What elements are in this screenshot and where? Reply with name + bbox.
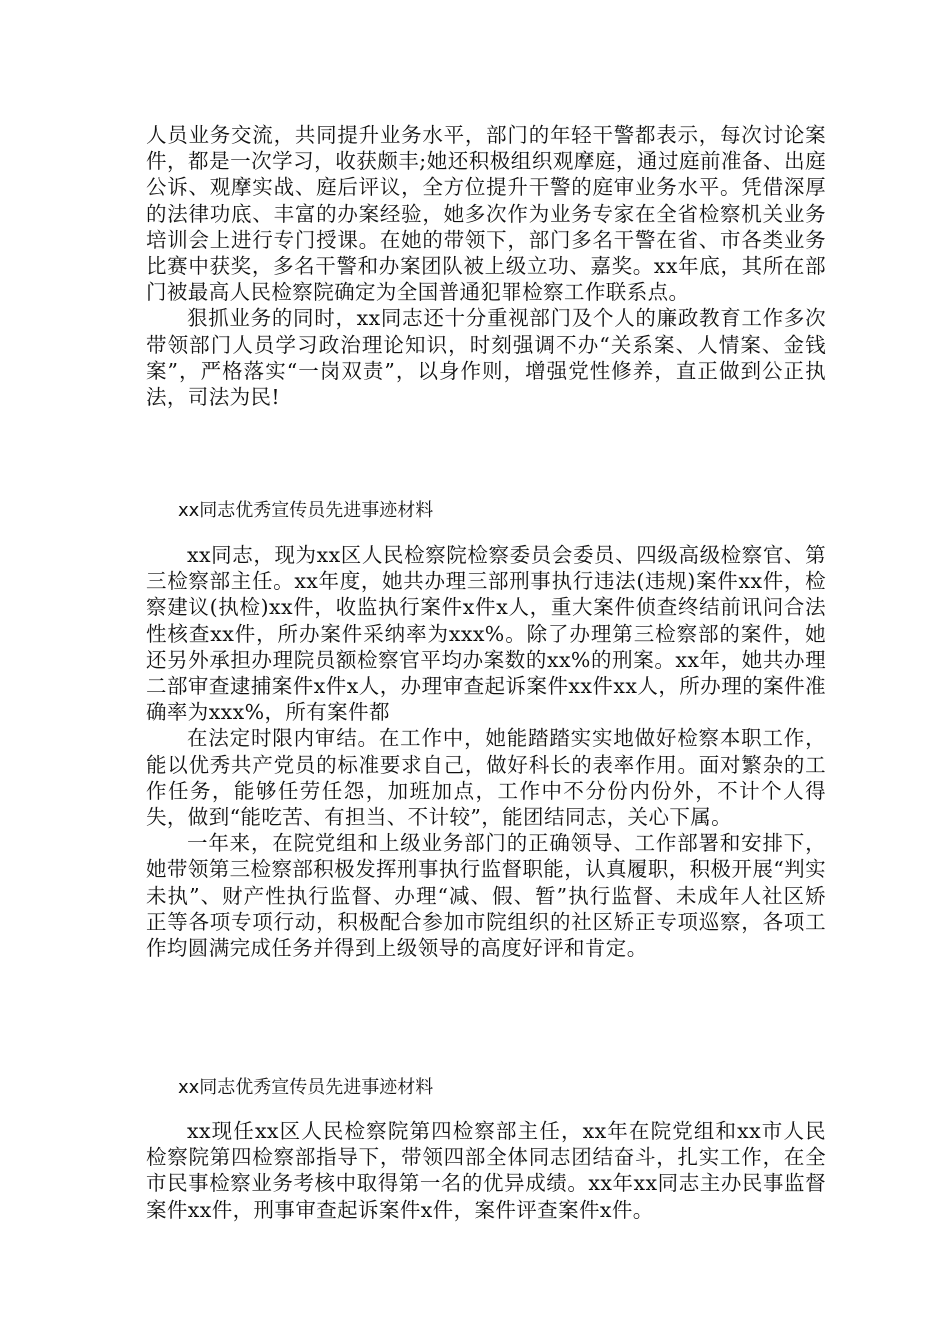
section-heading: xx同志优秀宣传员先进事迹材料 (178, 1077, 434, 1098)
paragraph: 人员业务交流，共同提升业务水平，部门的年轻干警都表示，每次讨论案件，都是一次学习，收获颇丰;她还积极组织观摩庭，通过庭前准备、出庭公诉、观摩实战、庭后评议，全方位提升干警的庭审业务水平。凭借深厚的法律功底、丰富的办案经验，她多次作为业务专家在全省检察机关业务培训会上进行专门授课。在她的带领下，部门多名干警在省、市各类业务比赛中获奖，多名干警和办案团队被上级立功、嘉奖。xx年底，其所在部门被最高人民检察院确定为全国普通犯罪检察工作联系点。 (146, 123, 826, 305)
paragraph: xx同志，现为xx区人民检察院检察委员会委员、四级高级检察官、第三检察部主任。xx年度，她共办理三部刑事执行违法(违规)案件xx件，检察建议(执检)xx件，收监执行案件x件x人，重大案件侦查终结前讯问合法性核查xx件，所办案件采纳率为xxx%。除了办理第三检察部的案件，她还另外承担办理院员额检察官平均办案数的xx%的刑案。xx年，她共办理二部审查逮捕案件x件x人，办理审查起诉案件xx件xx人，所办理的案件准确率为xxx%，所有案件都 (146, 543, 826, 725)
paragraph: 一年来，在院党组和上级业务部门的正确领导、工作部署和安排下，她带领第三检察部积极发挥刑事执行监督职能，认真履职，积极开展“判实未执”、财产性执行监督、办理“减、假、暂”执行监督、未成年人社区矫正等各项专项行动，积极配合参加市院组织的社区矫正专项巡察，各项工作均圆满完成任务并得到上级领导的高度好评和肯定。 (146, 831, 826, 961)
paragraph: 狠抓业务的同时，xx同志还十分重视部门及个人的廉政教育工作多次带领部门人员学习政治理论知识，时刻强调不办“关系案、人情案、金钱案”，严格落实“一岗双责”，以身作则，增强党性修养，直正做到公正执法，司法为民! (146, 306, 826, 410)
section-body (146, 542, 826, 961)
section-continued-text (146, 122, 826, 410)
paragraph: xx现任xx区人民检察院第四检察部主任，xx年在院党组和xx市人民检察院第四检察部指导下，带领四部全体同志团结奋斗，扎实工作，在全市民事检察业务考核中取得第一名的优异成绩。xx年xx同志主办民事监督案件xx件，刑事审查起诉案件x件，案件评查案件x件。 (146, 1119, 826, 1222)
section-body (146, 1118, 826, 1223)
paragraph: 在法定时限内审结。在工作中，她能踏踏实实地做好检察本职工作，能以优秀共产党员的标准要求自己，做好科长的表率作用。面对繁杂的工作任务，能够任劳任怨，加班加点，工作中不分份内份外，不计个人得失，做到“能吃苦、有担当、不计较”，能团结同志，关心下属。 (146, 726, 826, 830)
section-heading: xx同志优秀宣传员先进事迹材料 (178, 500, 434, 521)
